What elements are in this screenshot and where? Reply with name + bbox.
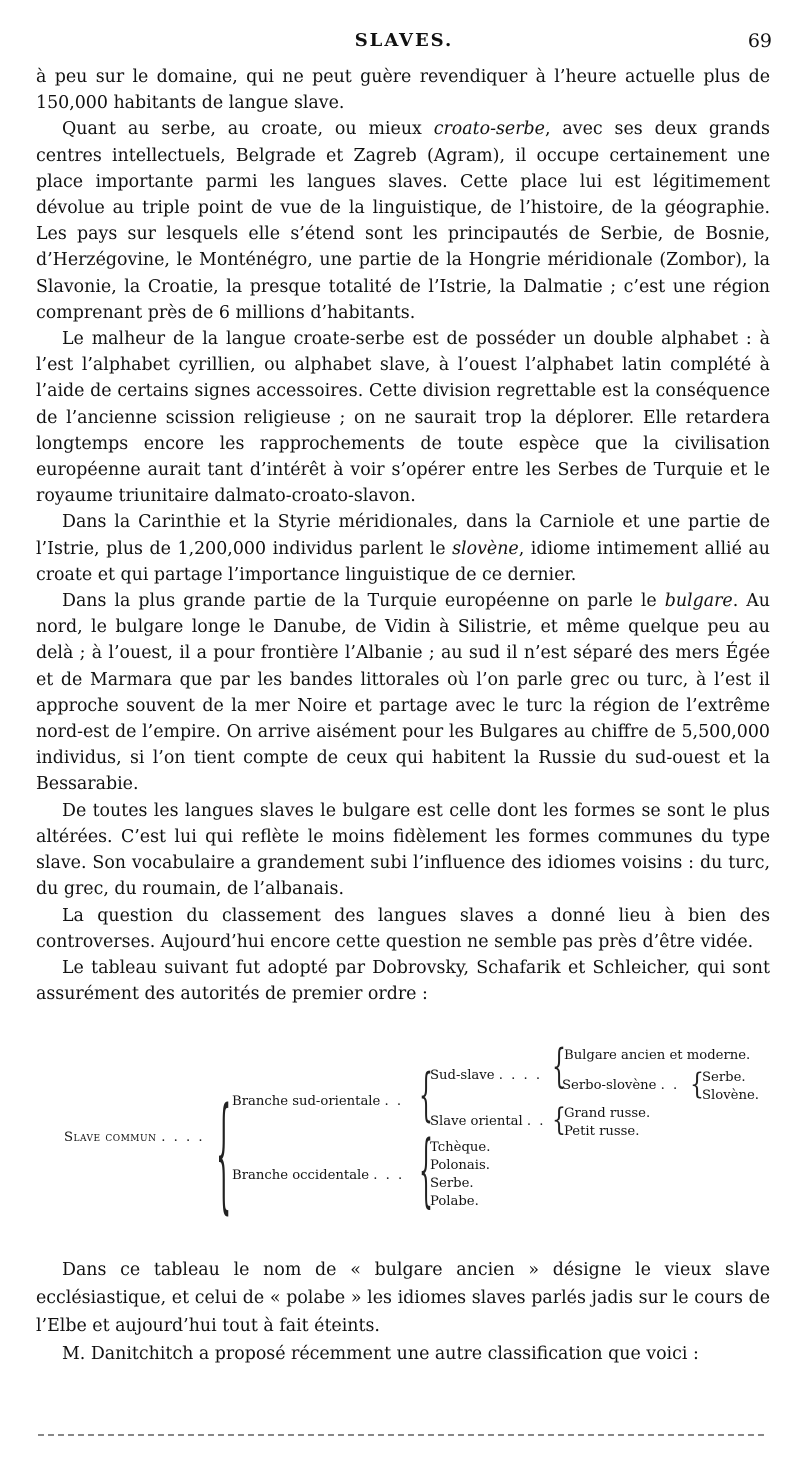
tree-serbo-slovene: Serbo-slovène . . <box>562 1078 680 1093</box>
paragraph: à peu sur le domaine, qui ne peut guère revendiquer à l’heure actuelle plus de 150,000 habitants de langue slave. <box>36 67 770 114</box>
dashed-rule <box>38 1434 764 1436</box>
tree-polabe: Polabe. <box>430 1194 479 1209</box>
paragraph: De toutes les langues slaves le bulgare est celle dont les formes se sont le plus altérées. C’est lui qui reflète le moins fidèlement les formes communes du type slave. Son vocabulaire a grandement subi l’influence des idiomes voisins : du turc, du grec, du roumain, de l’albanais. <box>36 800 770 900</box>
classification-tree <box>0 1040 800 1228</box>
brace: { <box>419 1064 433 1130</box>
tree-slovene: Slovène. <box>702 1088 759 1103</box>
running-head: SLAVES. <box>354 30 454 51</box>
paragraph: M. Danitchitch a proposé récemment une autre classification que voici : <box>62 1344 699 1364</box>
page-header <box>36 28 772 58</box>
tree-petit-russe: Petit russe. <box>564 1124 640 1139</box>
tree-occidentale: Branche occidentale . . . <box>232 1168 405 1183</box>
paragraph: Quant au serbe, au croate, ou mieux croato-serbe, avec ses deux grands centres intellectuels, Belgrade et Zagreb (Agram), il occupe certainement une place importante parmi les langues slaves. Cette place lui est légitimement dévolue au triple point de vue de la linguistique, de l’histoire, de la géographie. Les pays sur lesquels elle s’étend sont les principautés de Serbie, de Bosnie, d’Herzégovine, le Monténégro, une partie de la Hongrie méridionale (Zombor), la Slavonie, la Croatie, la presque totalité de l’Istrie, la Dalmatie ; c’est une région comprenant près de 6 millions d’habitants. <box>36 119 770 323</box>
paragraph: Le malheur de la langue croate-serbe est de posséder un double alphabet : à l’est l’alphabet cyrillien, ou alphabet slave, à l’ouest l’alphabet latin complété à l’aide de certains signes accessoires. Cette division regrettable est la conséquence de l’ancienne scission religieuse ; on ne saurait trop la déplorer. Elle retardera longtemps encore les rapprochements de toute espèce que la civilisation européenne aurait tant d’intérêt à voir s’opérer entre les Serbes de Turquie et le royaume triunitaire dalmato-croato-slavon. <box>36 329 770 507</box>
tree-grand-russe: Grand russe. <box>564 1106 651 1121</box>
brace: { <box>690 1069 704 1102</box>
body-text-continued <box>36 1256 770 1368</box>
tree-sud-slave: Sud-slave . . . . <box>430 1068 543 1083</box>
paragraph: La question du classement des langues slaves a donné lieu à bien des controverses. Aujourd’hui encore cette question ne semble pas près d’être vidée. <box>36 905 770 952</box>
tree-bulgare: Bulgare ancien et moderne. <box>564 1048 751 1063</box>
tree-serbe-2: Serbe. <box>430 1176 474 1191</box>
tree-tcheque: Tchèque. <box>430 1140 491 1155</box>
brace: { <box>552 1041 566 1095</box>
paragraph: Dans la plus grande partie de la Turquie européenne on parle le bulgare. Au nord, le bulgare longe le Danube, de Vidin à Silistrie, et même quelque peu au delà ; à l’ouest, il a pour frontière l’Albanie ; au sud il n’est séparé des mers Égée et de Marmara que par les bandes littorales où l’on parle grec ou turc, à l’est il approche souvent de la mer Noire et partage avec le turc la région de l’extrême nord-est de l’empire. On arrive aisément pour les Bulgares au chiffre de 5,500,000 individus, si l’on tient compte de ceux qui habitent la Russie du sud-ouest et la Bessarabie. <box>36 591 770 795</box>
tree-sud-orientale: Branche sud-orientale . . <box>232 1094 404 1109</box>
paragraph: Le tableau suivant fut adopté par Dobrovsky, Schafarik et Schleicher, qui sont assurément des autorités de premier ordre : <box>36 957 770 1005</box>
paragraph: Dans la Carinthie et la Styrie méridionales, dans la Carniole et une partie de l’Istrie, plus de 1,200,000 individus parlent le slovène, idiome intimement allié au croate et qui partage l’importance linguistique de ce dernier. <box>36 512 770 585</box>
tree-polonais: Polonais. <box>430 1158 490 1173</box>
brace: { <box>552 1103 566 1139</box>
tree-serbe-1: Serbe. <box>702 1070 746 1085</box>
body-text <box>36 64 770 1007</box>
paragraph: Dans ce tableau le nom de « bulgare ancien » désigne le vieux slave ecclésiastique, et celui de « polabe » les idiomes slaves parlés jadis sur le cours de l’Elbe et aujourd’hui tout à fait éteints. <box>36 1260 770 1336</box>
page-number: 69 <box>747 30 772 52</box>
brace: { <box>419 1128 433 1219</box>
tree-slave-oriental: Slave oriental . . <box>430 1114 546 1129</box>
brace: { <box>216 1081 232 1228</box>
tree-root: Slave commun . . . . <box>64 1130 205 1145</box>
